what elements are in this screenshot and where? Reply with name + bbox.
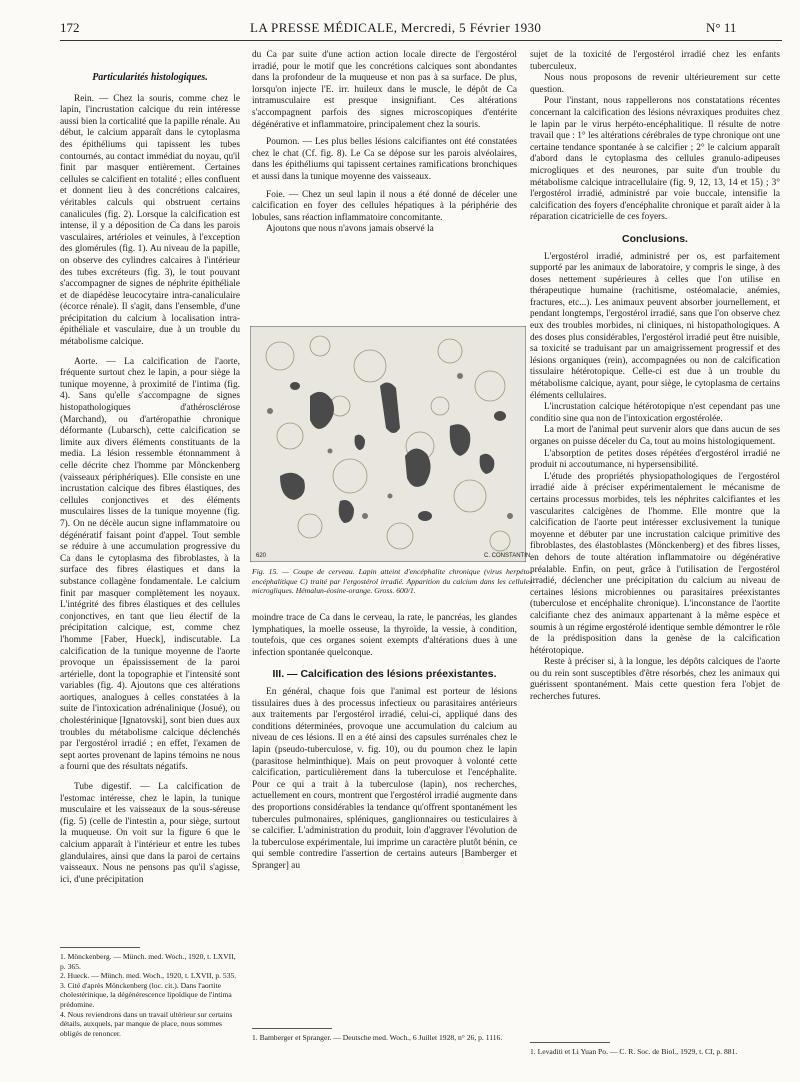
figure-signature: C. CONSTANTIN <box>484 553 531 559</box>
paragraph-conclusion-5: L'étude des propriétés physiopathologiques de l'ergostérol irradié aide à préciser expérimentalement le mécanisme de certains processus morbides, tels les néphrites calcifiantes et les vascularites calcigènes de l'homme. Elle montre que la calcification de l'aorte peut intéresser exclusivement la tunique moyenne et débuter par une incrustation calcique primitive des fibroblastes, des élastoblastes (Mönckenberg) et des fibres lisses, en dehors de toute altération inflammatoire ou dégénérative préalable. Enfin, on peut, grâce à l'utilisation de l'ergostérol irradié, déclencher une précipitation du calcium au niveau de certaines lésions microbiennes ou parasitaires préexistantes (tuberculose et encéphalite chronique). L'inconstance de l'aortite calcifiante chez des animaux appartenant à la même espèce et soumis à un régime ergostérolé identique semble démontrer le rôle de la prédisposition dans la genèse de la calcification hétérotopique. <box>530 471 780 656</box>
footnote: 1. Mönckenberg. — Münch. med. Woch., 1920, t. LXVII, p. 365. <box>60 952 236 971</box>
paragraph-conclusion-2: L'incrustation calcique hétérotopique n'est cependant pas une conditio sine qua non de l'intoxication ergostérolée. <box>530 402 780 424</box>
page-header <box>0 20 800 40</box>
footnote: 2. Hueck. — Münch. med. Woch., 1920, t. LXVII, p. 535. <box>60 971 237 981</box>
paragraph-ajoutons: Ajoutons que nous n'avons jamais observé la <box>266 224 434 235</box>
paragraph-tube-digestif: Tube digestif. — La calcification de l'estomac intéresse, chez le lapin, la tunique musculaire et les vaisseaux de la sous-séreuse (fig. 5) (celle de l'intestin a, pour siège, surtout la muqueuse. On voit sur la figure 6 que le calcium apparaît à l'intérieur et entre les tubes glandulaires, ainsi que dans la paroi de certains vaisseaux. Nous ne pensons pas qu'il s'agisse, ici, d'une précipitation <box>60 782 240 885</box>
paragraph-aorte: Aorte. — La calcification de l'aorte, fréquente surtout chez le lapin, a pour siège la tunique moyenne, à proximité de l'intima (fig. 4). Sans qu'elle s'accompagne de signes histopathologiques d'athérosclérose (Marchand), ou d'artéropathie chronique déformante (Lubarsch), cette calcification se limite aux divers éléments constituants de la media. La lésion ressemble étonnamment à celle décrite chez l'homme par Mönckenberg (vaisseaux périphériques). Elle consiste en une incrustation calcique des fibres élastiques, des cellules conjonctives et des éléments musculaires lisses de la tunique moyenne (fig. 7). On ne décèle aucun signe inflammatoire ou dégénératif faisant point d'appel. Tout semble se réduire à une accumulation progressive du Ca dans le cytoplasma des fibroblastes, à la surface des fibres élastiques et dans la substance collagène fondamentale. Le calcium finit par masquer complètement les noyaux. L'intégrité des fibres élastiques et des cellules conjonctives, en tant que lieu électif de la précipitation calcique, est, comme chez l'homme [Faber, Hueck], indiscutable. La calcification de la tunique moyenne de l'aorte provoque un épaississement de la paroi artérielle, dont la topographie et l'intensité sont variables (fig. 4). Ajoutons que ces altérations aortiques, analogues à celles constatées à la suite de l'intoxication adrénalinique (Josué), ou cholestérinique [Ignatovski], sont bien dues aux troubles du métabolisme calcique déclenchés par l'ergostérol irradié ; en effet, l'examen de sept aortes provenant de lapins témoins ne nous a fourni que des résultats négatifs. <box>60 356 240 773</box>
paragraph-rein: Rein. — Chez la souris, comme chez le lapin, l'incrustation calcique du rein intéresse aussi bien la corticalité que la papille rénale. Au début, le calcium apparaît dans le cytoplasma des épithéliums qui tapissent les tubes contournés, au contact immédiat du noyau, qu'il finit par masquer entièrement. Certaines cellules se calcifient en totalité ; elles confluent et donnent lieu à des concrétions calcaires, véritables calculs qui obstruent certains canalicules (fig. 2). Lorsque la calcification est intense, il y a déposition de Ca dans les parois vasculaires, artérioles et veinules, à l'exception des glomérules (fig. 1). Au niveau de la papille, on observe des cylindres calcaires à l'intérieur des tubes excréteurs (fig. 3), le tout pouvant s'accompagner de signes de néphrite épithéliale et de diapédèse leucocytaire intra-canaliculaire (écorce rénale). Il s'agit, dans l'ensemble, d'une précipitation du calcium à localisation intra-épithéliale et vasculaire, due à un trouble du métabolisme calcique. <box>60 93 240 348</box>
column-1 <box>60 68 240 886</box>
footnote: 1. Bamberger et Spranger. — Deutsche med. Woch., 6 Juillet 1928, n° 26, p. 1116. <box>252 1033 503 1042</box>
section-heading-iii: III. — Calcification des lésions préexistantes. <box>272 668 497 681</box>
paragraph-conclusion-1: L'ergostérol irradié, administré per os, est parfaitement supporté par les animaux de laboratoire, y compris le singe, à des doses nettement supérieures à celles que l'on utilise en thérapeutique humaine (rachitisme, ostéomalacie, anémies, fractures, etc...). Les animaux peuvent absorber journellement, et pendant longtemps, l'ergostérol irradié, sans que l'on observe chez eux des troubles morbides, ni cliniques, ni histopathologiques. A des doses plus considérables, l'ergostérol irradié peut être nuisible, sa toxicité se traduisant par un amaigrissement progressif et des lésions organiques (rein), accompagnées ou non de calcification tissulaire hétérotopique. Celle-ci est due à un trouble du métabolisme calcique, ayant, pour siège, le cytoplasma de certains éléments cellulaires. <box>530 251 780 401</box>
column-2-top <box>252 50 517 236</box>
section-heading-conclusions: Conclusions. <box>622 232 688 245</box>
footnote: 4. Nous reviendrons dans un travail ultérieur sur certains détails, auxquels, par manque de place, nous sommes obligés de renoncer. <box>60 1009 233 1038</box>
footnote-rule <box>252 1028 332 1029</box>
paragraph-nous-proposons: Nous nous proposons de revenir ultérieurement sur cette question. <box>530 73 780 95</box>
page-number: 172 <box>60 20 80 35</box>
footnote: 1. Levaditi et Li Yuan Po. — C. R. Soc. de Biol., 1929, t. CI, p. 881. <box>530 1047 738 1056</box>
micrograph-image <box>250 326 526 562</box>
paragraph-foie: Foie. — Chez un seul lapin il nous a été donné de déceler une calcification en foyer des cellules hépatiques à la périphérie des lobules, sans réaction inflammatoire concomitante. <box>252 189 517 223</box>
column-2-bottom <box>252 613 517 872</box>
paragraph-conclusion-3: La mort de l'animal peut survenir alors que dans aucun de ses organes on puisse déceler du Ca, tout au moins histologiquement. <box>530 425 780 447</box>
paragraph-moindre-trace: moindre trace de Ca dans le cerveau, la rate, le pancréas, les glandes lymphatiques, la moelle osseuse, la thyroïde, la vessie, à condition, toutefois, que ces organes soient exempts d'altérations dues à une infection spontanée quelconque. <box>252 613 517 658</box>
paragraph-conclusion-6: Reste à préciser si, à la longue, les dépôts calciques de l'aorte ou du rein sont susceptibles d'être résorbés, chez les animaux qui guérissent spontanément. Mais cette question fera l'objet de recherches futures. <box>530 657 780 703</box>
footnote-rule <box>530 1042 610 1043</box>
footnote-rule <box>60 947 140 948</box>
section-title: Particularités histologiques. <box>92 72 208 83</box>
paragraph-continuation: du Ca par suite d'une action action locale directe de l'ergostérol irradié, pour le motif que les concrétions calciques sont abondantes dans la profondeur de la muqueuse et non pas à sa surface. De plus, lorsqu'on injecte l'E. irr. huileux dans le muscle, le dépôt de Ca intramusculaire est presque insignifiant. Ces altérations s'accompagnent parfois des signes microscopiques d'entérite dégénérative et inflammatoire, principalement chez la souris. <box>252 50 517 130</box>
column-3 <box>530 50 780 704</box>
paragraph-conclusion-4: L'absorption de petites doses répétées d'ergostérol irradié ne produit ni accoutumance, ni hypersensibilité. <box>530 448 780 471</box>
footnotes-col3 <box>530 1042 780 1057</box>
footnote: 3. Cité d'après Mönckenberg (loc. cit.). Dans l'aortite cholestérinique, la dégénérescence lipoïdique de l'intima prédomine. <box>60 980 232 1009</box>
footnotes-col2 <box>252 1028 517 1043</box>
header-rule <box>60 40 782 41</box>
paragraph-en-general: En général, chaque fois que l'animal est porteur de lésions tissulaires dues à des processus infectieux ou parasitaires antérieurs aux traitements par l'ergostérol irradié, celui-ci, appliqué dans des conditions déterminées, provoque une accumulation du calcium au niveau de ces lésions. Il en a été ainsi des capsules surrénales chez le lapin (pseudo-tuberculose, v. fig. 10), ou du poumon chez le lapin (parasitose helminthique). Mais on peut provoquer à volonté cette calcification, particulièrement dans la tuberculose et l'encéphalite. Pour ce qui a trait à la tuberculose (lapin), nos recherches, actuellement en cours, montrent que l'ergostérol irradié augmente dans des proportions considérables la tendance qu'offrent spontanément les tubercules pulmonaires, spléniques, ganglionnaires ou testiculaires à se calcifier. L'administration du produit, loin d'aggraver l'évolution de la tuberculose expérimentale, lui imprime un caractère plutôt bénin, ce qui semble contredire l'assertion de certains auteurs [Bamberger et Spranger] au <box>252 686 517 871</box>
paragraph-suite: sujet de la toxicité de l'ergostérol irradié chez les enfants tuberculeux. <box>530 50 780 72</box>
figure-plate-number: 620 <box>256 553 267 559</box>
issue-number: N° 11 <box>706 20 737 35</box>
paragraph-poumon: Poumon. — Les plus belles lésions calcifiantes ont été constatées chez le chat (Cf. fig. 8). Le Ca se dépose sur les parois alvéolaires, dans les épithéliums qui tapissent certaines ramifications bronchiques et aussi dans la tunique moyenne des vaisseaux. <box>252 137 517 182</box>
footnotes-col1 <box>60 947 240 1038</box>
figure-15 <box>250 326 530 564</box>
journal-title: LA PRESSE MÉDICALE, Mercredi, 5 Février 1930 <box>250 20 542 35</box>
figure-caption: Fig. 15. — Coupe de cerveau. Lapin atteint d'encéphalite chronique (virus herpéto-encéphalitique C) traité par l'ergostérol irradié. Apparition du calcium dans les cellules microgliques. Hémalun-éosine-orange. Gross. 600/1. <box>252 567 532 596</box>
paragraph-pour-instant: Pour l'instant, nous rappellerons nos constatations récentes concernant la calcification des lésions névraxiques produites chez le lapin par le virus herpéto-encéphalitique. Il résulte de notre travail que : 1° les altérations cérébrales de type chronique ont une certaine tendance spontanée à se calcifier ; 2° le calcium apparaît d'abord dans le cytoplasma des cellules granulo-adipeuses microgliques et des neurones, par suite d'un trouble du métabolisme calcique intracellulaire (fig. 9, 12, 13, 14 et 15) ; 3° l'ergostérol irradié, administré par voie buccale, intensifie la calcification des foyers d'encéphalite chronique et paraît aider à la réparation cicatricielle de ces foyers. <box>530 96 780 223</box>
